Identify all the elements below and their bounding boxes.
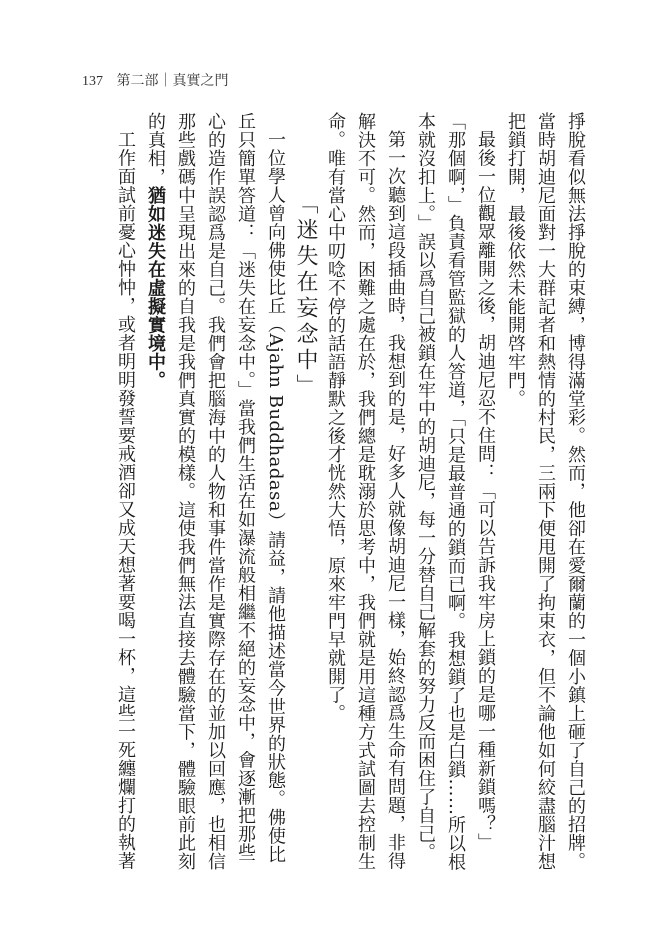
paragraph-4 (140, 112, 290, 872)
section-title-header: 第二部｜真實之門 (116, 74, 229, 89)
paragraph-4-text: 一位學人曾向佛使比丘（Ajahn Buddhadasa）請益，請他描述當今世界的狀態。佛使比丘只簡單答道：「迷失在妄念中。」當我們生活在如瀑流般相繼不絕的妄念中，會逐漸把那些心的造作誤認爲是自己。我們會把腦海中的人物和事件當作是實際存在的並加以回應，也相信那些戲碼中呈現出來的自我是我們真實的模樣。這使我們無法直接去體驗當下，體驗眼前此刻的真相， (145, 112, 286, 871)
page-number: 137 (82, 74, 103, 89)
paragraph-5: 工作面試前憂心忡忡，或者明明發誓要戒酒卻又成天想著要喝一杯，這些一死纏爛打的執著 (115, 130, 136, 870)
paragraph-2: 最後一位觀眾離開之後，胡迪尼忍不住問：「可以告訴我牢房上鎖的是哪一種新鎖嗎？」「那個啊，」負責看管監獄的人答道，「只是最普通的鎖而已啊。我想鎖了也是白鎖……所以根本就沒扣上。」誤以爲自己被鎖在牢中的胡迪尼，每一分替自己解套的努力反而困住了自己。 (415, 112, 496, 871)
section-heading: 「迷失在妄念中」 (293, 192, 318, 400)
main-text (80, 112, 590, 872)
paragraph-3: 第一次聽到這段插曲時，我想到的是，好多人就像胡迪尼一樣，始終認爲生命有問題，非得解決不可。然而，困難之處在於，我們總是耽溺於思考中，我們就是用這種方式試圖去控制生命。唯有當心中叨唸不停的話語靜默之後才恍然大悟，原來牢門早就開了。 (325, 112, 406, 871)
paragraph-1: 掙脫看似無法掙脫的束縛，博得滿堂彩。然而，他卻在愛爾蘭的一個小鎮上砸了自己的招牌。當時胡迪尼面對一大群記者和熱情的村民，三兩下便甩開了拘束衣，但不論他如何絞盡腦汁想把鎖打開，最後依然未能開啓牢門。 (505, 112, 586, 871)
paragraph-4-emphasis: 猶如迷失在虛擬實境中。 (145, 186, 166, 390)
running-header (82, 70, 239, 90)
